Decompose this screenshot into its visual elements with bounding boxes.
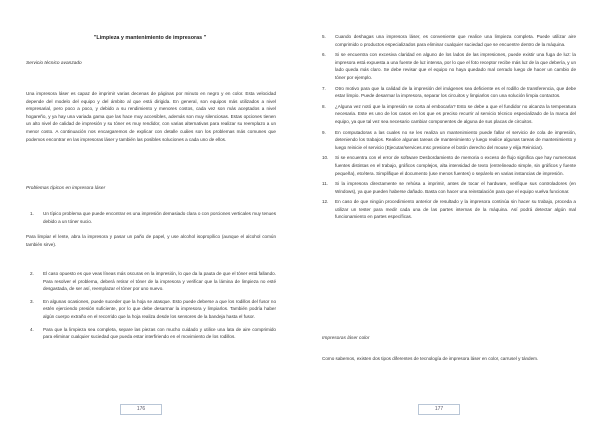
- list-item: 7. Otro motivo para que la calidad de la impresión del imágenes sea deficiente es el rodillo de transferencia, que debe estar limpio. Puede desarmar la impresora, separar los circuitos y limpiarlos con una solución limpia contactos.: [322, 85, 576, 99]
- list-item: 10. Si se encuentra con el error de software Desbordamiento de memoria o exceso de flujo significa que hay numerosas fuentes distintas en el trabajo, gráficos complejos, alta intensidad de texto (entrelineado simple, sin gráficos y fuente pequeña), etcétera. Simplifique el documento (use menos fuentes) o sepárelo en varias instancias de impresión.: [322, 155, 576, 176]
- list-item: 12. En caso de que ningún procedimiento anterior de resultado y la impresora continúa sin hacer su trabajo, proceda a utilizar un tester para medir cada una de las partes internas de la máquina. Así podrá detectar algún mal funcionamiento en partes específicas.: [322, 199, 576, 220]
- page-number-left: 176: [120, 404, 162, 415]
- problem-list-1: [30, 210, 276, 225]
- list-item: 3. En algunas ocasiones, puede suceder que la hoja se atasque. Esto puede deberse a que los rodillos del fusor no estén ejerciendo presión suficiente, por lo que debe desarmar la impresora y limpiarlos. También podría haber algún cuerpo extraño en el recorrido que la hoja realiza desde los sensores de la bandeja hasta el fusor.: [30, 298, 276, 319]
- list-item: 4. Para que la limpieza sea completa, separe las piezas con mucho cuidado y utilice una lata de aire comprimido para eliminar cualquier suciedad que pueda estar interfiriendo en el movimiento de los rodillos.: [30, 326, 276, 340]
- problem-list-3: [322, 33, 576, 221]
- section-heading-color: Impresoras láser color: [322, 336, 370, 341]
- list-item: 8. ¿Alguna vez notó que la impresión se corta al embocarla? Esto se debe a que el fundidor no alcanza la temperatura necesaria. Este es uno de los casos en los que es preciso recurrir al servicio técnico especializado de la marca del equipo, ya que tal vez sea necesario cambiar componentes de alguna de sus placas de circuitos.: [322, 103, 576, 124]
- list-item: 5. Cuando deshagas una impresora láser, es conveniente que realice una limpieza completa. Puede utilizar aire comprimido o productos especializados para eliminar cualquier suciedad que se encuentre dentro de la máquina.: [322, 34, 576, 47]
- cleaning-note: Para limpiar el lente, abra la impresora y pasar un paño de papel, y use alcohol isopropílico (aunque el alcohol común también sirve).: [26, 234, 276, 247]
- section-heading-problemas: Problemas típicos en impresora láser: [26, 186, 106, 191]
- list-item: 9. En computadoras a las cuales no se les realiza un mantenimiento puede fallar el servicio de cola de impresión, deteniendo los trabajos. Realice algunas tareas de mantenimiento y luego realice algunas tareas de mantenimiento y luego reinicie el servicio (Ejecutar/services.msc presione el botón derecho del mouse y elija Reiniciar).: [322, 129, 576, 150]
- section-heading-servicio: Servicio técnico avanzado: [26, 61, 82, 66]
- page-number-right: 177: [418, 404, 460, 415]
- list-item: 6. Si se encuentra con excesiva claridad en alguno de los lados de las impresiones, puede existir una fuga de luz: la impresora está expuesta a una fuente de luz intensa, por lo que el foto receptor recibe más luz de la que debería, y un lado queda más claro. Se debe revisar que el equipo no haya quedado mal cerrado luego de hacer un cambio de tóner por ejemplo.: [322, 52, 576, 80]
- list-item: 1. Un típico problema que puede encontrar es una impresión demasiado clara o con porciones verticales muy tenues debido a un tóner sucio.: [30, 211, 276, 224]
- list-item: 11. Si la impresora directamente se rehúsa a imprimir, antes de tocar el hardware, verifique sus controladores (en Windows), ya que pueden haberse dañado. Basta con hacer una reinstalación para que el equipo vuelva funcionar.: [322, 181, 576, 194]
- intro-paragraph: Una impresora láser es capaz de imprimir varias decenas de páginas por minuto en negro y en color. Esta velocidad depende del modelo del equipo y del ámbito al que está dirigida. En general, son equipos más utilizados a nivel empresarial, pero poco a poco, y debido a su rendimiento y menores costos, cada vez son más aceptados a nivel hogareño, y ya hay una variada gama que las hace muy accesibles, además son muy silenciosas. Estas opciones tienen un alto nivel de calidad de impresión y su tóner es muy rendidor, con varias alternativas para realizar su reemplazo a un menor costo. A continuación nos encargaremos de explicar con detalle cuáles son los problemas más comunes que podemos encontrar en las impresoras láser y también las posibles soluciones a cada uno de ellos.: [26, 91, 276, 142]
- list-item: 2. El caso opuesto es que veas líneas más oscuras en la impresión, lo que da la pauta de que el tóner está fallando. Para resolver el problema, deberá retirar el tóner de la impresora y verificar que la lámina de limpieza no esté desgastada, de ser así, reemplazar el tóner por uno nuevo.: [30, 271, 276, 292]
- problem-list-2: [30, 270, 276, 341]
- outro-paragraph: Como sabemos, existen dos tipos diferentes de tecnología de impresora láser en color, carrusel y tándem.: [322, 356, 539, 361]
- right-page: [300, 0, 600, 424]
- document-title: "Limpieza y mantenimiento de impresoras ": [93, 35, 207, 41]
